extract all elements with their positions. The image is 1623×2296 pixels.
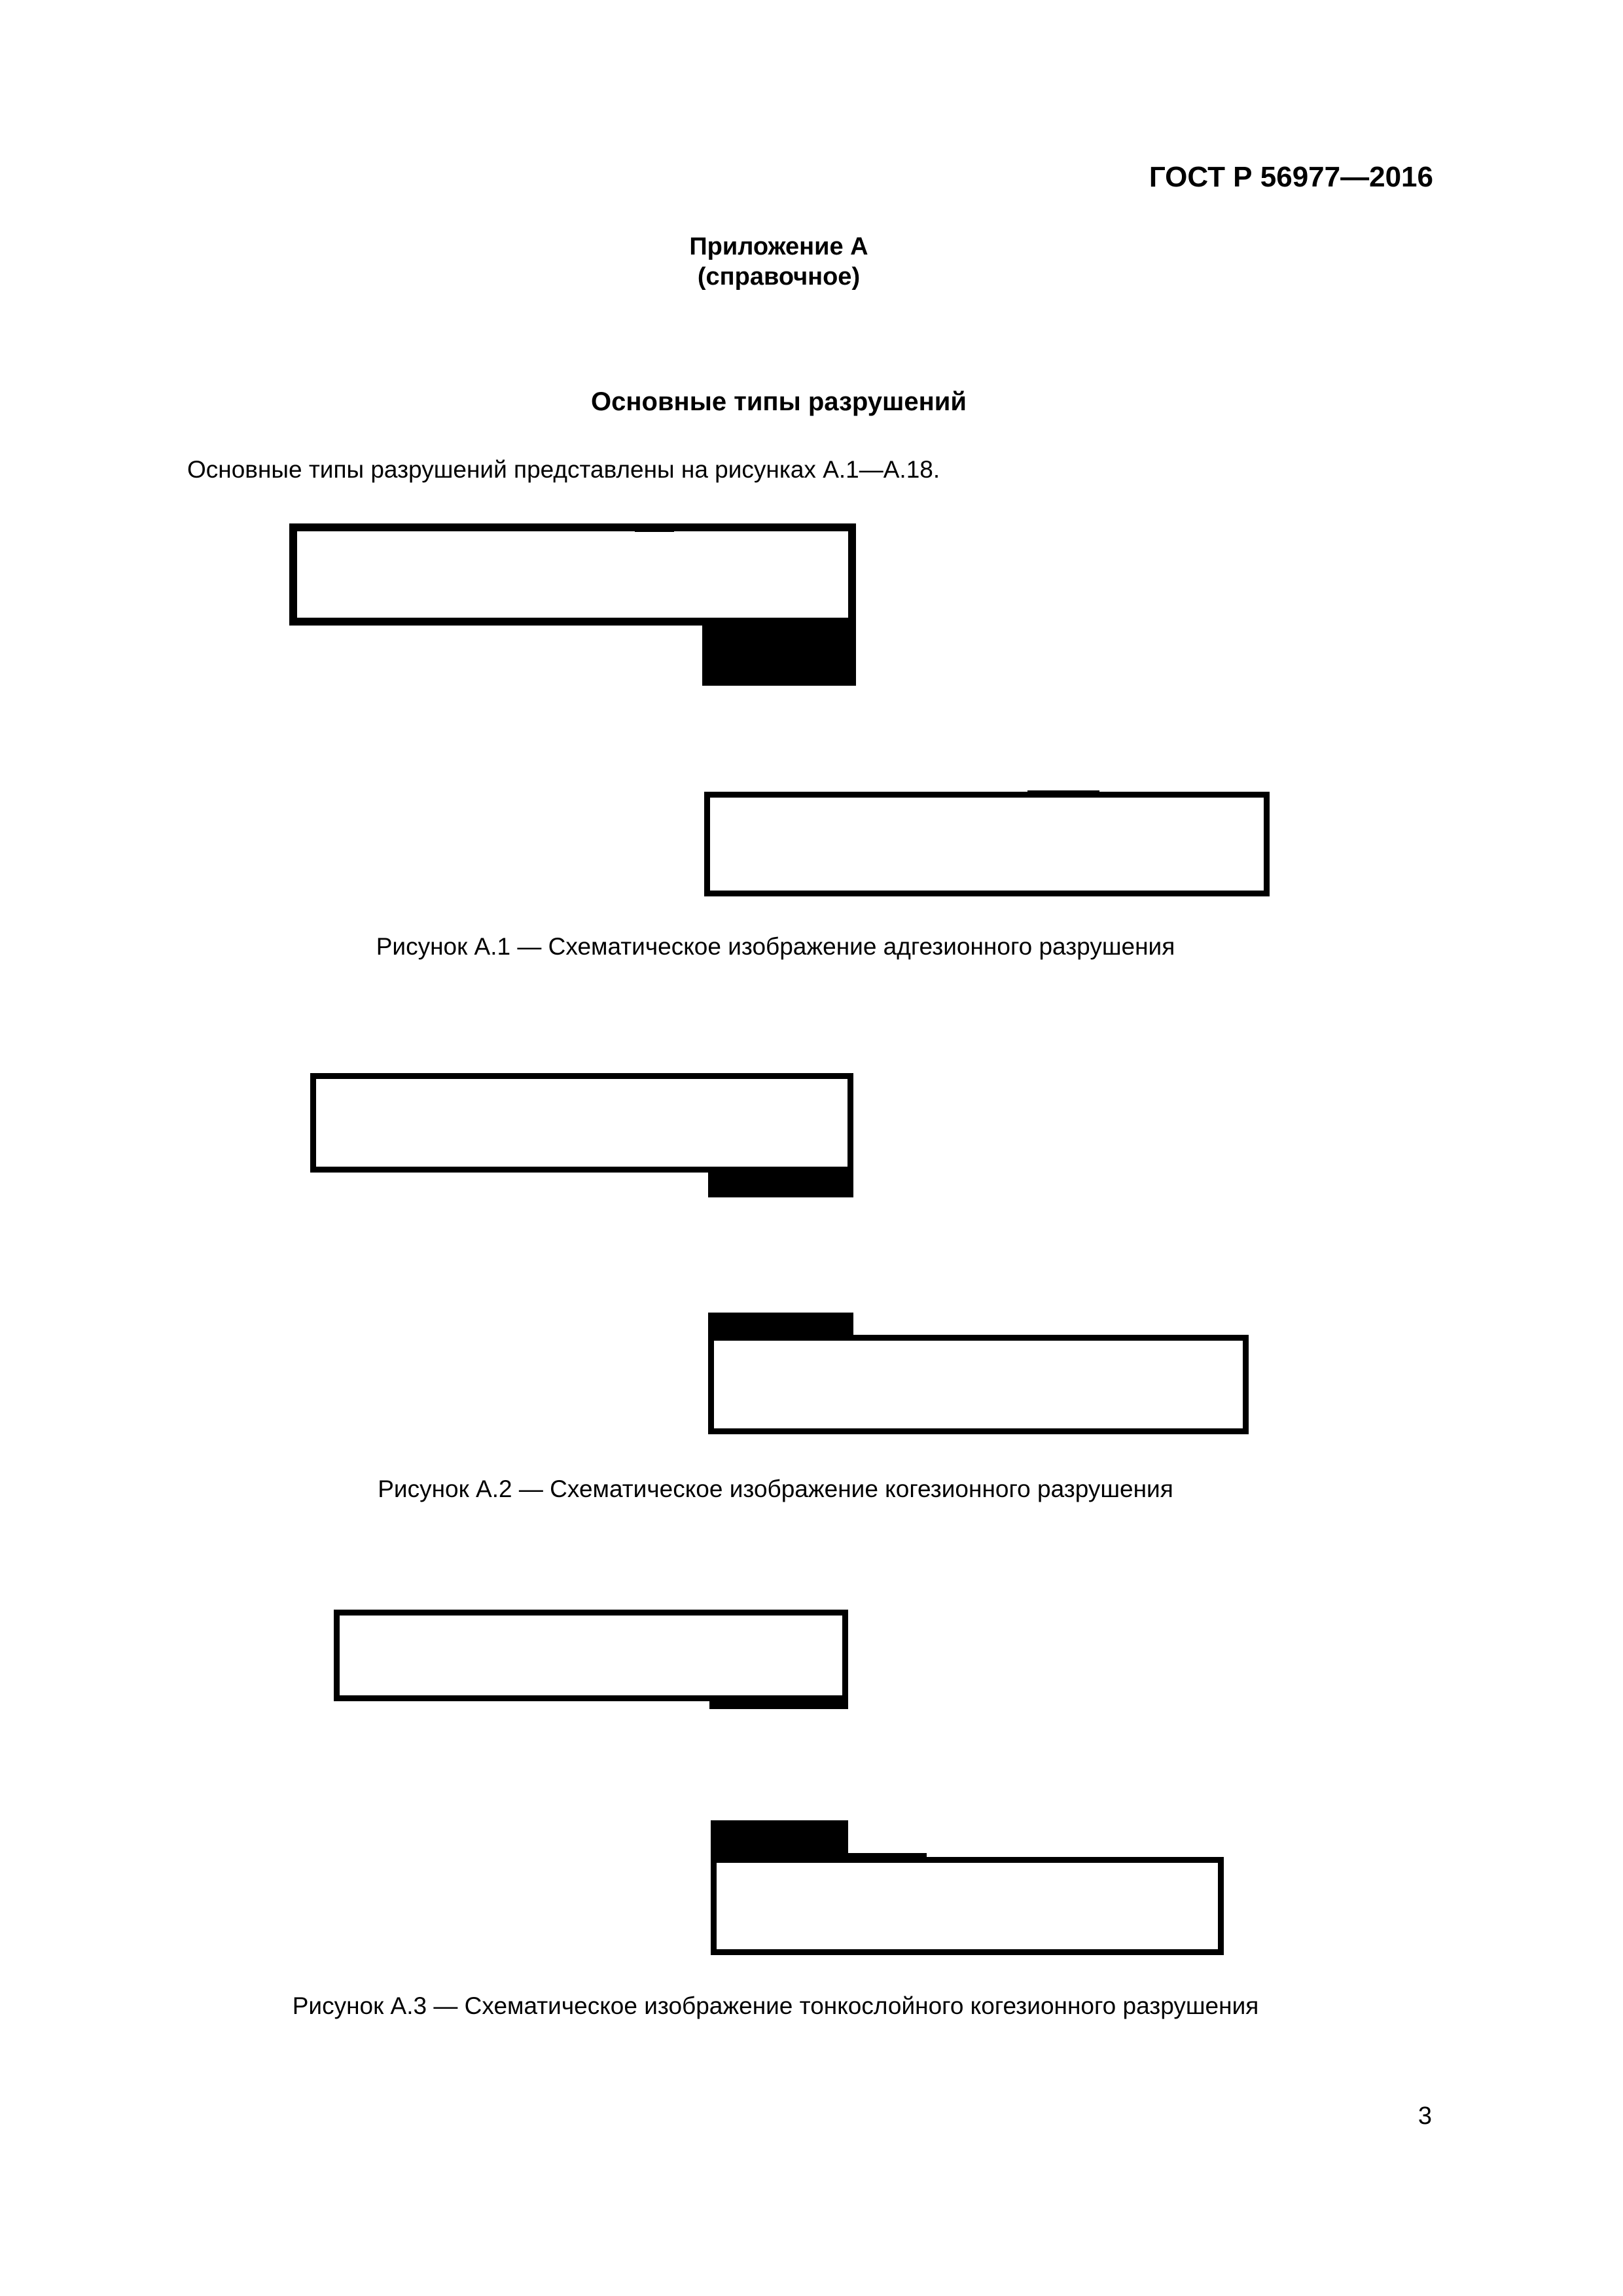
page-number: 3 xyxy=(1418,2102,1432,2130)
figure-a1-edge-mark xyxy=(635,527,674,532)
figure-a2-upper-substrate xyxy=(310,1073,853,1173)
intro-paragraph: Основные типы разрушений представлены на рисунках А.1—А.18. xyxy=(187,456,940,483)
figure-a3-adhesive-residue-upper xyxy=(709,1699,848,1709)
standard-number: ГОСТ Р 56977—2016 xyxy=(1149,161,1433,193)
figure-a1-edge-mark xyxy=(1027,790,1099,795)
figure-a1-lower-substrate xyxy=(704,792,1270,896)
figure-a3-lower-substrate xyxy=(711,1857,1224,1955)
figure-a3-caption: Рисунок А.3 — Схематическое изображение тонкослойного когезионного разрушения xyxy=(292,1992,1259,2019)
appendix-title: Приложение А xyxy=(689,233,868,260)
appendix-subtitle: (справочное) xyxy=(697,263,861,291)
section-title: Основные типы разрушений xyxy=(591,387,967,416)
figure-a2-caption: Рисунок А.2 — Схематическое изображение когезионного разрушения xyxy=(378,1475,1173,1502)
figure-a3-adhesive-residue-lower xyxy=(711,1820,848,1857)
figure-a1-edge-mark xyxy=(1073,892,1132,896)
figure-a1-caption: Рисунок А.1 — Схематическое изображение адгезионного разрушения xyxy=(376,933,1175,960)
appendix-heading xyxy=(0,232,1558,292)
figure-a1-adhesive-layer xyxy=(702,618,856,686)
figure-a3-upper-substrate xyxy=(334,1610,848,1701)
figure-a1-upper-substrate xyxy=(289,523,856,626)
figure-a2-lower-substrate xyxy=(708,1335,1249,1434)
figure-a2-adhesive-residue-upper xyxy=(708,1169,853,1197)
